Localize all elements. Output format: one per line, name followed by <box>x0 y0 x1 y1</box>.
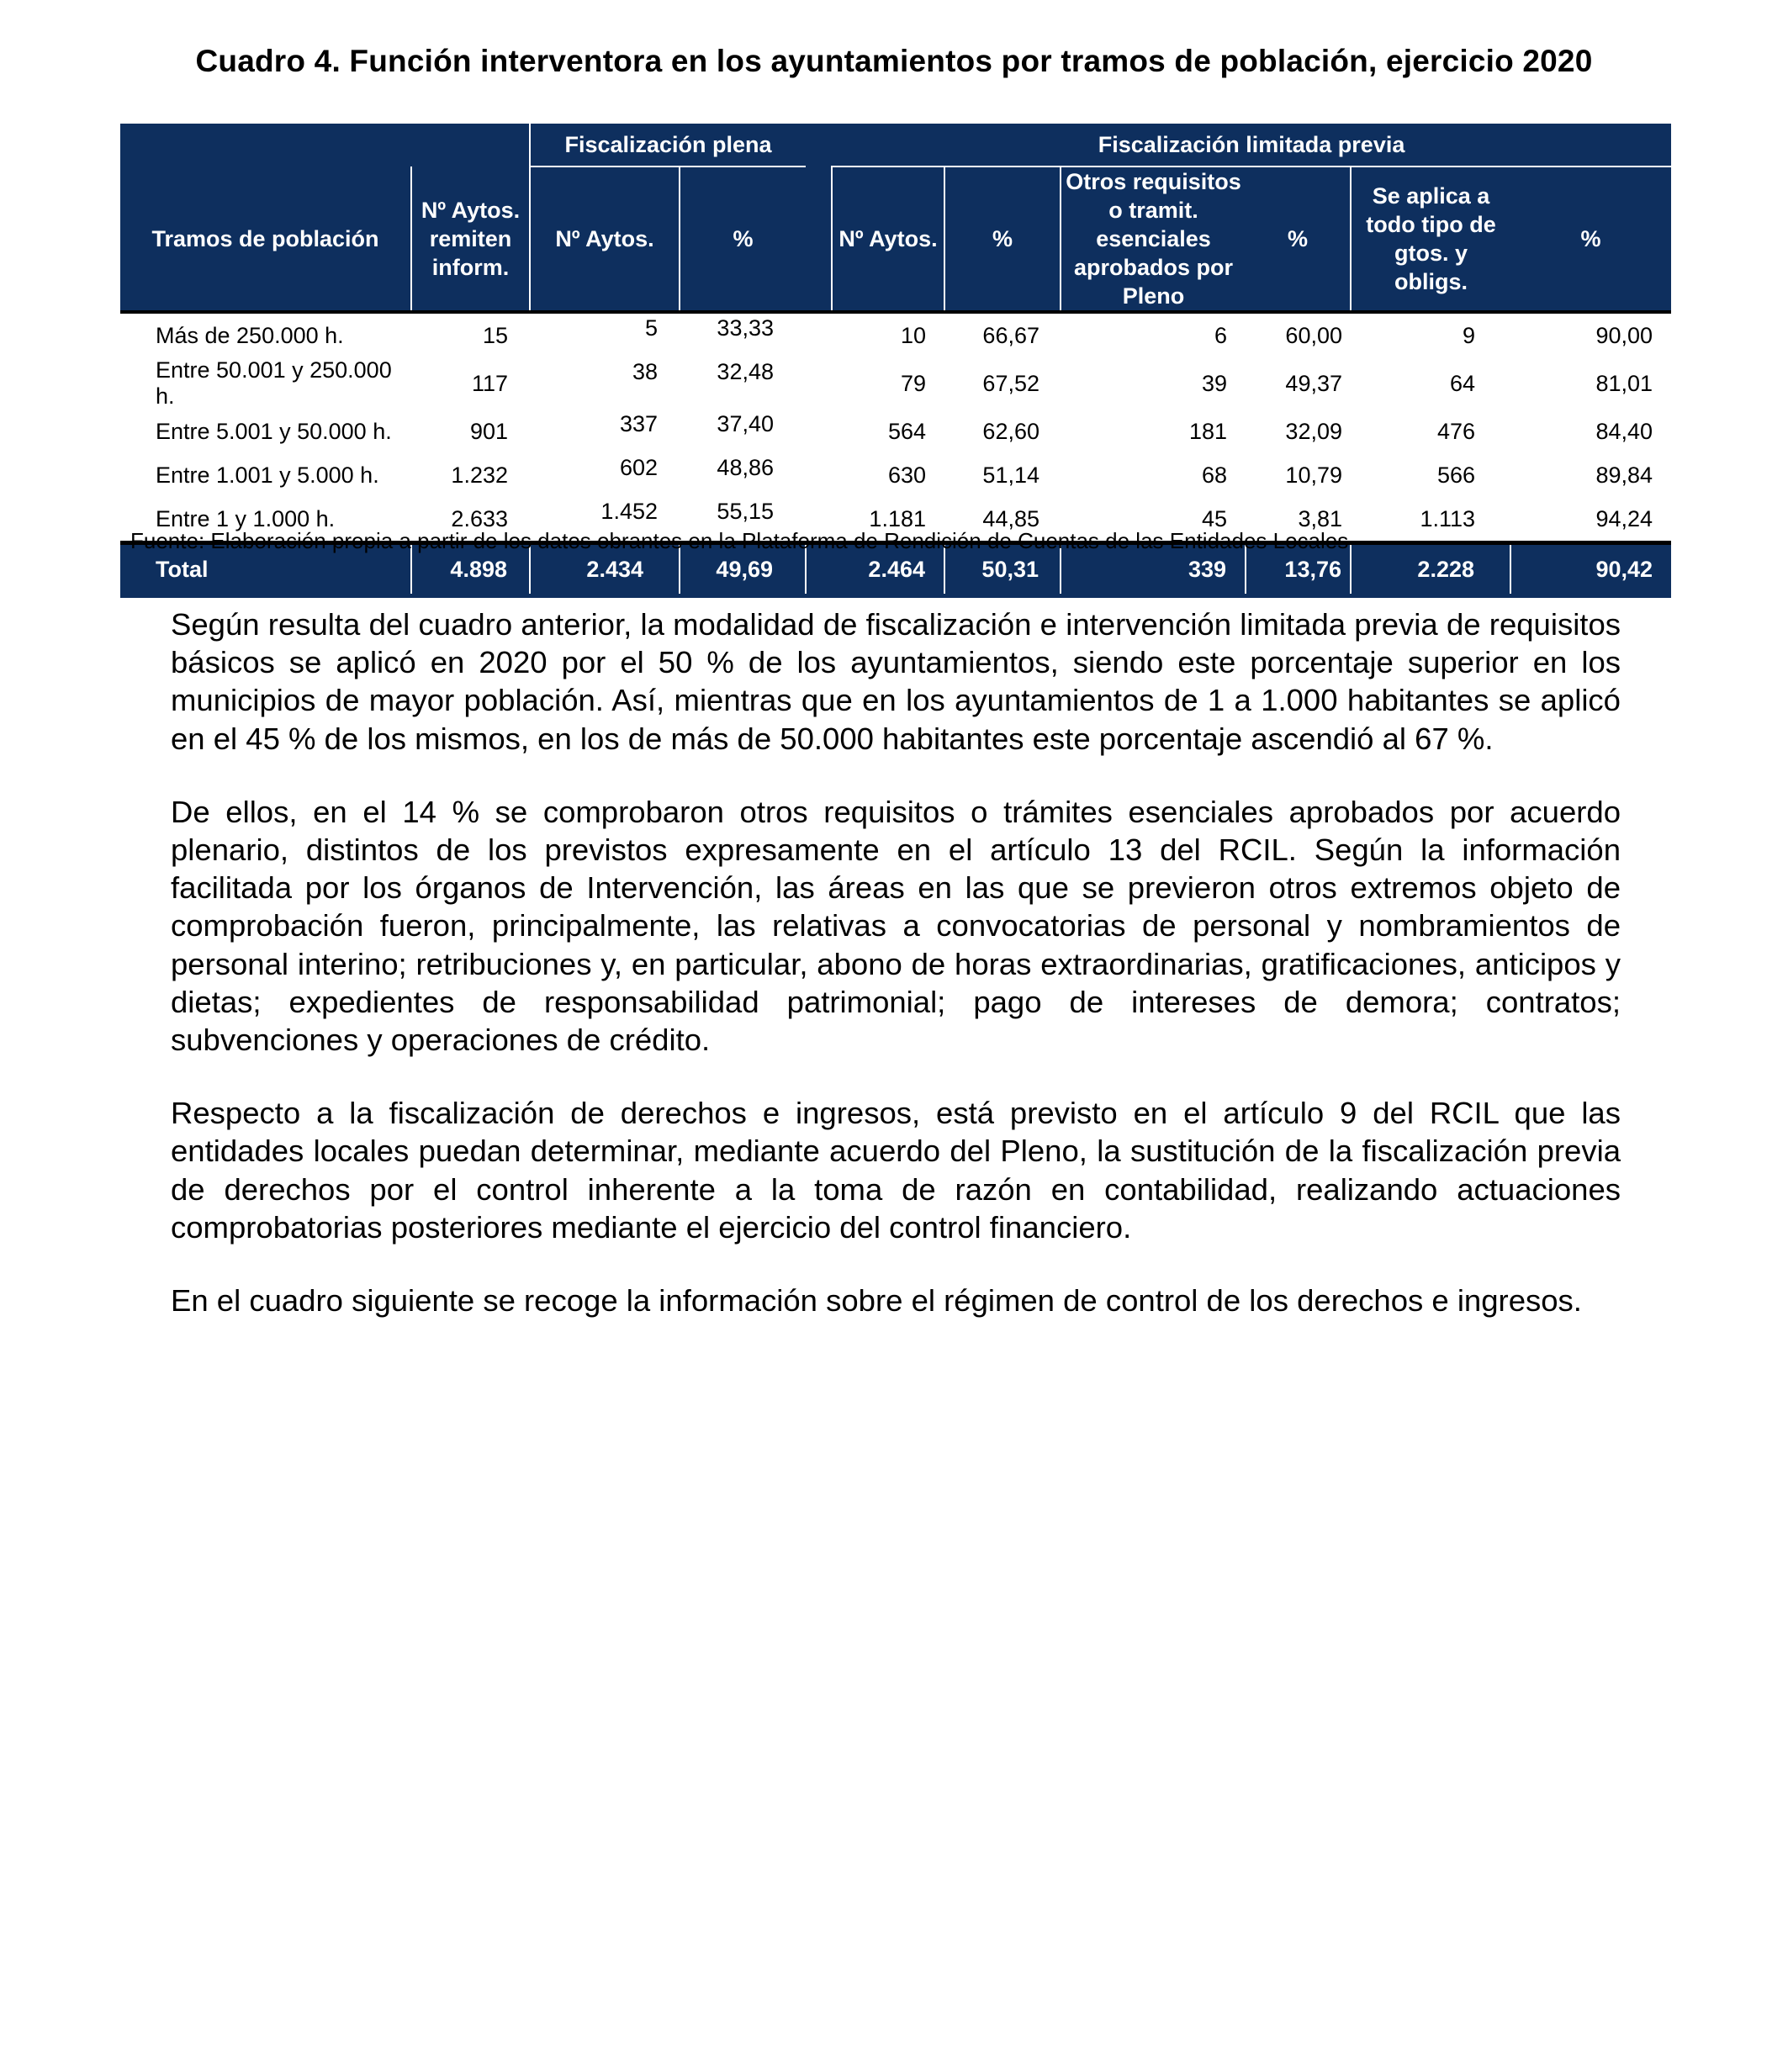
cell-otros: 6 <box>1061 312 1246 357</box>
cell-plena-n: 602 <box>619 455 658 480</box>
cell-remiten: 2.633 <box>411 497 530 543</box>
header-todo: Se aplica a todo tipo de gtos. y obligs. <box>1351 166 1510 312</box>
cell-lim-pct: 51,14 <box>982 462 1039 488</box>
cell-plena-pct: 33,33 <box>680 312 806 357</box>
cell-todo: 9 <box>1351 312 1510 357</box>
header-gap-2 <box>806 166 832 312</box>
total-lim-pct: 50,31 <box>944 543 1061 596</box>
cell-lim-pct: 66,67 <box>944 312 1061 357</box>
total-label: Total <box>120 543 411 596</box>
total-plena-n: 2.434 <box>530 543 680 596</box>
cell-plena-n: 38 <box>632 359 658 384</box>
cell-lim-n: 10 <box>806 312 944 357</box>
cell-lim-n: 564 <box>887 418 926 444</box>
cell-otros-pct: 3,81 <box>1246 497 1351 543</box>
header-gap <box>806 124 832 166</box>
cell-tramo: Entre 1 y 1.000 h. <box>120 497 411 543</box>
header-group-limitada: Fiscalización limitada previa <box>832 124 1671 166</box>
table-row <box>120 312 1671 357</box>
total-todo-pct: 90,42 <box>1510 543 1671 596</box>
header-tramos: Tramos de población <box>120 166 411 312</box>
cell-todo-pct: 84,40 <box>1595 418 1653 444</box>
cell-plena-pct: 32,48 <box>717 359 774 384</box>
cell-plena-pct: 55,15 <box>680 497 806 543</box>
header-otros: Otros requisitos o tramit. esenciales aprobados por Pleno <box>1061 166 1246 312</box>
cell-todo-pct: 81,01 <box>1595 370 1653 396</box>
cell-todo-pct: 90,00 <box>1510 312 1671 357</box>
header-otros-pct: % <box>1246 166 1351 312</box>
total-todo: 2.228 <box>1351 543 1510 596</box>
paragraph: Según resulta del cuadro anterior, la modalidad de fiscalización e intervención limitada previa de requisitos básicos se aplicó en 2020 por el 50 % de los ayuntamientos, siendo este porcentaje superior en los municipios de mayor población. Así, mientras que en los ayuntamientos de 1 a 1.000 habitantes se aplicó en el 45 % de los mismos, en los de más de 50.000 habitantes este porcentaje ascendió al 67 %. <box>171 607 1621 756</box>
table-source-note: Fuente: Elaboración propia a partir de los datos obrantes en la Plataforma de Rendición de Cuentas de las Entidades Locales <box>130 528 1349 553</box>
cell-otros: 68 <box>1201 462 1227 488</box>
cell-lim-pct: 44,85 <box>944 497 1061 543</box>
cell-tramo: Entre 50.001 y 250.000 h. <box>156 357 392 409</box>
total-lim-n: 2.464 <box>806 543 944 596</box>
total-otros-pct: 13,76 <box>1246 543 1351 596</box>
cell-plena-pct: 37,40 <box>717 411 774 436</box>
header-todo-pct: % <box>1510 166 1671 312</box>
cell-lim-pct: 67,52 <box>982 370 1039 396</box>
cell-otros: 181 <box>1188 418 1227 444</box>
cell-remiten: 1.232 <box>451 462 508 488</box>
table-row <box>120 453 1671 497</box>
cell-lim-n: 630 <box>887 462 926 488</box>
cell-otros: 45 <box>1061 497 1246 543</box>
table-row <box>120 357 1671 410</box>
total-remiten: 4.898 <box>411 543 530 596</box>
cell-todo-pct: 89,84 <box>1595 462 1653 488</box>
cell-plena-n: 337 <box>619 411 658 436</box>
cell-remiten: 117 <box>471 370 508 396</box>
cell-todo: 1.113 <box>1351 497 1510 543</box>
cell-tramo: Entre 5.001 y 50.000 h. <box>156 418 392 444</box>
body-text <box>171 605 1621 1355</box>
cell-tramo: Más de 250.000 h. <box>120 312 411 357</box>
paragraph: Respecto a la fiscalización de derechos e ingresos, está previsto en el artículo 9 del RCIL que las entidades locales puedan determinar, mediante acuerdo del Pleno, la sustitución de la fiscalización previa de derechos por el control inherente a la toma de razón en contabilidad, realizando actuaciones comprobatorias posteriores mediante el ejercicio del control financiero. <box>171 1096 1621 1245</box>
header-plena-pct: % <box>680 166 806 312</box>
header-group-plena: Fiscalización plena <box>530 124 806 166</box>
cell-plena-n: 5 <box>530 312 680 357</box>
cell-remiten: 15 <box>411 312 530 357</box>
cell-lim-n: 79 <box>900 370 926 396</box>
header-lim-pct: % <box>944 166 1061 312</box>
cell-plena-n: 1.452 <box>530 497 680 543</box>
cell-plena-pct: 48,86 <box>717 455 774 480</box>
cell-otros-pct: 32,09 <box>1285 418 1342 444</box>
header-blank <box>411 124 530 166</box>
table-title: Cuadro 4. Función interventora en los ayuntamientos por tramos de población, ejercicio 2020 <box>195 44 1593 78</box>
cell-otros-pct: 60,00 <box>1246 312 1351 357</box>
paragraph: De ellos, en el 14 % se comprobaron otros requisitos o trámites esenciales aprobados por acuerdo plenario, distintos de los previstos expresamente en el artículo 13 del RCIL. Según la información facilitada por los órganos de Intervención, las áreas en las que se previeron otros extremos objeto de comprobación fueron, principalmente, las relativas a convocatorias de personal y nombramientos de personal interino; retribuciones y, en particular, abono de horas extraordinarias, gratificaciones, anticipos y dietas; expedientes de responsabilidad patrimonial; pago de intereses de demora; contratos; subvenciones y operaciones de crédito. <box>171 794 1621 1058</box>
header-plena-n: Nº Aytos. <box>530 166 680 312</box>
header-remiten: Nº Aytos. remiten inform. <box>411 166 530 312</box>
cell-lim-n: 1.181 <box>806 497 944 543</box>
cell-lim-pct: 62,60 <box>982 418 1039 444</box>
cell-todo: 566 <box>1436 462 1475 488</box>
population-table <box>120 124 1671 598</box>
cell-otros-pct: 49,37 <box>1285 370 1342 396</box>
table-row <box>120 410 1671 453</box>
cell-otros: 39 <box>1201 370 1227 396</box>
total-plena-pct: 49,69 <box>680 543 806 596</box>
header-lim-n: Nº Aytos. <box>832 166 944 312</box>
cell-todo: 476 <box>1436 418 1475 444</box>
cell-otros-pct: 10,79 <box>1285 462 1342 488</box>
cell-remiten: 901 <box>469 418 508 444</box>
header-corner <box>120 124 411 166</box>
total-otros: 339 <box>1061 543 1246 596</box>
cell-tramo: Entre 1.001 y 5.000 h. <box>156 462 379 488</box>
cell-todo: 64 <box>1449 370 1475 396</box>
cell-todo-pct: 94,24 <box>1510 497 1671 543</box>
paragraph: En el cuadro siguiente se recoge la información sobre el régimen de control de los derechos e ingresos. <box>171 1283 1582 1319</box>
